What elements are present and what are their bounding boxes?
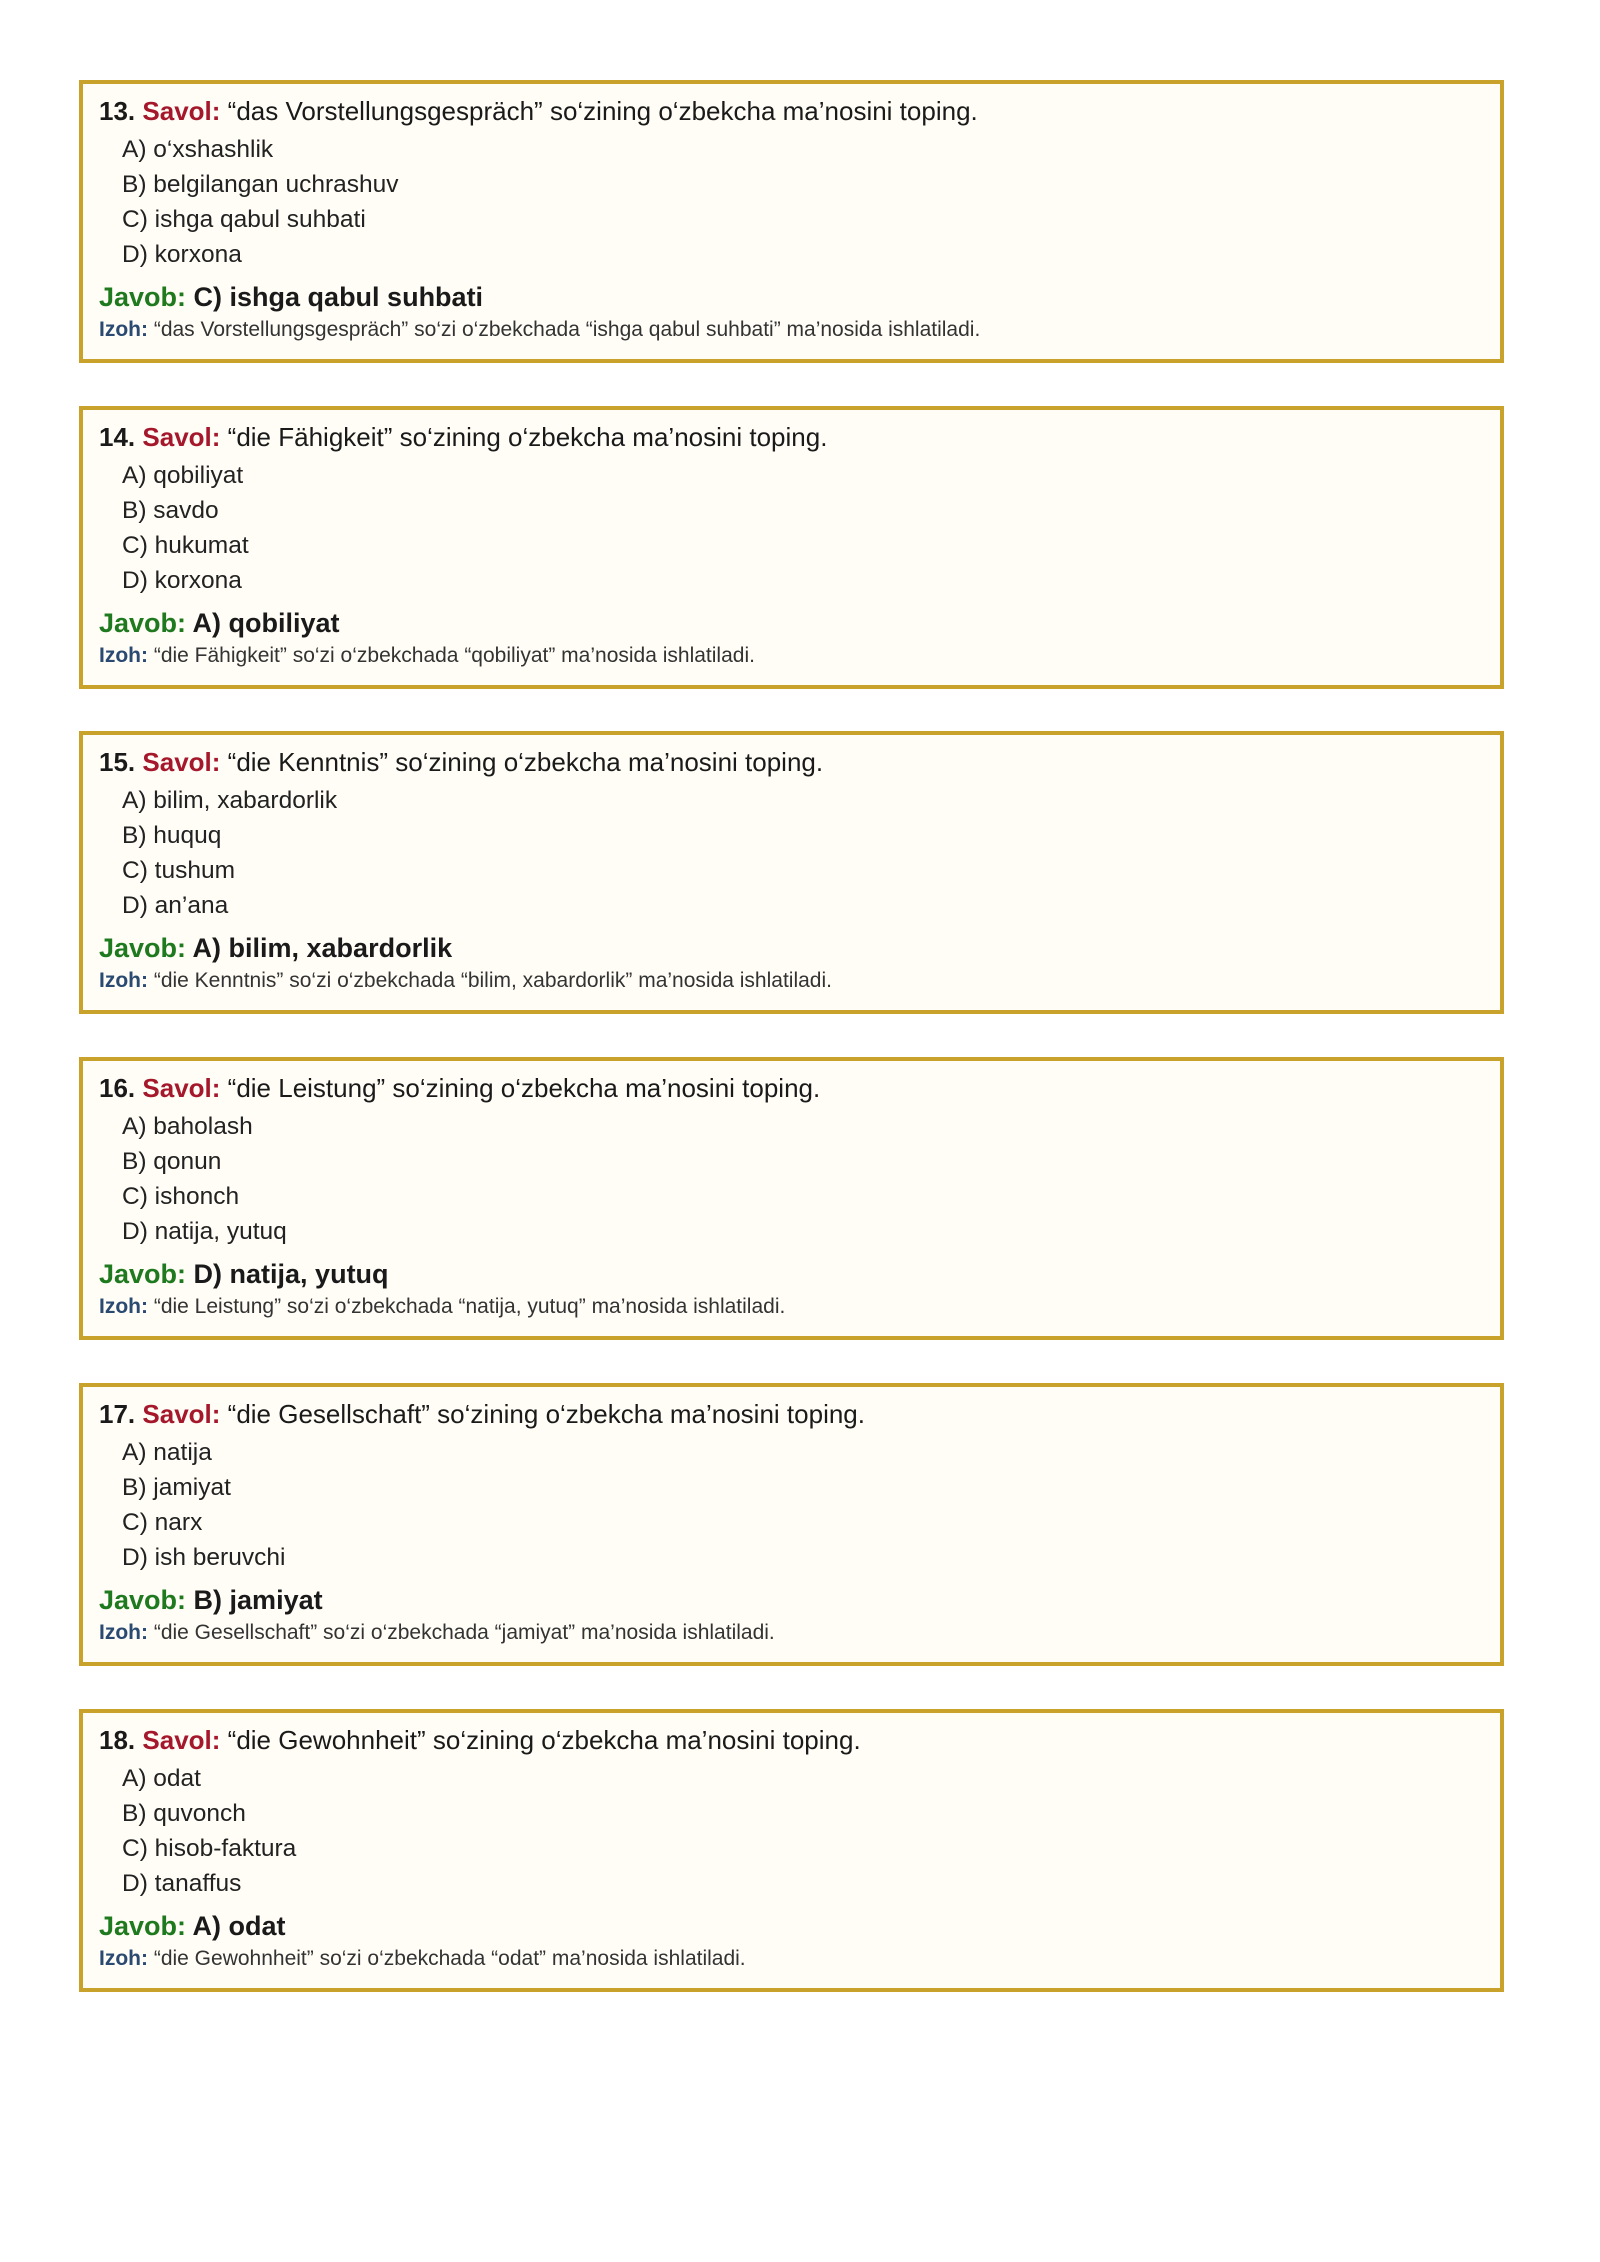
options-list [122, 458, 1484, 598]
option-d: D) tanaffus [122, 1870, 242, 1897]
question-prompt: “die Fähigkeit” so‘zining o‘zbekcha ma’nosini toping. [227, 422, 828, 452]
option-b: B) savdo [122, 497, 219, 524]
explanation-text: “die Gesellschaft” so‘zi o‘zbekchada “jamiyat” ma’nosida ishlatiladi. [153, 1621, 775, 1644]
question-prompt: “die Kenntnis” so‘zining o‘zbekcha ma’nosini toping. [227, 747, 824, 777]
javob-label: Javob: [99, 933, 187, 963]
javob-label: Javob: [99, 1911, 187, 1941]
answer-text: A) qobiliyat [192, 608, 340, 638]
question-card [79, 731, 1504, 1014]
savol-label: Savol: [142, 422, 221, 452]
answer-line [99, 279, 1484, 315]
answer-line [99, 605, 1484, 641]
option-c: C) tushum [122, 857, 236, 884]
option-a: A) baholash [122, 1113, 253, 1140]
explanation-line [99, 1944, 1484, 1974]
question-card [79, 406, 1504, 689]
options-list [122, 1109, 1484, 1249]
question-title [99, 94, 1484, 128]
question-card [79, 1709, 1504, 1992]
option-a: A) bilim, xabardorlik [122, 787, 338, 814]
options-list [122, 1761, 1484, 1901]
question-title [99, 1397, 1484, 1431]
savol-label: Savol: [142, 1073, 221, 1103]
savol-label: Savol: [142, 96, 221, 126]
option-b: B) belgilangan uchrashuv [122, 171, 399, 198]
option-b: B) quvonch [122, 1800, 246, 1827]
izoh-label: Izoh: [99, 1295, 148, 1318]
izoh-label: Izoh: [99, 1947, 148, 1970]
izoh-label: Izoh: [99, 969, 148, 992]
question-number: 18. [99, 1725, 136, 1755]
question-number: 14. [99, 422, 136, 452]
option-b: B) qonun [122, 1148, 222, 1175]
answer-text: A) bilim, xabardorlik [192, 933, 453, 963]
savol-label: Savol: [142, 1399, 221, 1429]
answer-line [99, 1908, 1484, 1944]
option-b: B) huquq [122, 822, 222, 849]
option-d: D) natija, yutuq [122, 1218, 287, 1245]
explanation-text: “das Vorstellungsgespräch” so‘zi o‘zbekchada “ishga qabul suhbati” ma’nosida ishlatiladi. [153, 318, 981, 341]
options-list [122, 132, 1484, 272]
option-a: A) natija [122, 1439, 212, 1466]
question-prompt: “das Vorstellungsgespräch” so‘zining o‘zbekcha ma’nosini toping. [227, 96, 978, 126]
question-title [99, 745, 1484, 779]
explanation-line [99, 1292, 1484, 1322]
answer-text: C) ishga qabul suhbati [193, 282, 484, 312]
option-c: C) hukumat [122, 532, 249, 559]
izoh-label: Izoh: [99, 318, 148, 341]
option-a: A) odat [122, 1765, 201, 1792]
option-b: B) jamiyat [122, 1474, 231, 1501]
explanation-text: “die Kenntnis” so‘zi o‘zbekchada “bilim, xabardorlik” ma’nosida ishlatiladi. [153, 969, 832, 992]
savol-label: Savol: [142, 747, 221, 777]
answer-text: D) natija, yutuq [193, 1259, 389, 1289]
option-c: C) ishonch [122, 1183, 240, 1210]
question-title [99, 1723, 1484, 1757]
question-card [79, 1383, 1504, 1666]
javob-label: Javob: [99, 1585, 187, 1615]
explanation-text: “die Fähigkeit” so‘zi o‘zbekchada “qobiliyat” ma’nosida ishlatiladi. [153, 644, 755, 667]
answer-line [99, 1256, 1484, 1292]
question-card [79, 1057, 1504, 1340]
option-d: D) korxona [122, 241, 242, 268]
option-c: C) ishga qabul suhbati [122, 206, 366, 233]
izoh-label: Izoh: [99, 1621, 148, 1644]
explanation-text: “die Leistung” so‘zi o‘zbekchada “natija, yutuq” ma’nosida ishlatiladi. [153, 1295, 786, 1318]
explanation-line [99, 315, 1484, 345]
explanation-line [99, 641, 1484, 671]
question-number: 13. [99, 96, 136, 126]
javob-label: Javob: [99, 1259, 187, 1289]
question-number: 16. [99, 1073, 136, 1103]
options-list [122, 1435, 1484, 1575]
answer-line [99, 930, 1484, 966]
options-list [122, 783, 1484, 923]
question-title [99, 420, 1484, 454]
option-d: D) an’ana [122, 892, 229, 919]
izoh-label: Izoh: [99, 644, 148, 667]
answer-text: B) jamiyat [193, 1585, 323, 1615]
question-title [99, 1071, 1484, 1105]
question-prompt: “die Leistung” so‘zining o‘zbekcha ma’nosini toping. [227, 1073, 821, 1103]
option-d: D) korxona [122, 567, 242, 594]
javob-label: Javob: [99, 608, 187, 638]
option-c: C) narx [122, 1509, 203, 1536]
explanation-line [99, 966, 1484, 996]
question-card [79, 80, 1504, 363]
answer-line [99, 1582, 1484, 1618]
option-d: D) ish beruvchi [122, 1544, 286, 1571]
question-prompt: “die Gewohnheit” so‘zining o‘zbekcha ma’nosini toping. [227, 1725, 861, 1755]
explanation-text: “die Gewohnheit” so‘zi o‘zbekchada “odat” ma’nosida ishlatiladi. [153, 1947, 746, 1970]
explanation-line [99, 1618, 1484, 1648]
option-a: A) qobiliyat [122, 462, 244, 489]
question-number: 17. [99, 1399, 136, 1429]
question-number: 15. [99, 747, 136, 777]
javob-label: Javob: [99, 282, 187, 312]
option-c: C) hisob-faktura [122, 1835, 297, 1862]
option-a: A) o‘xshashlik [122, 136, 274, 163]
savol-label: Savol: [142, 1725, 221, 1755]
answer-text: A) odat [192, 1911, 286, 1941]
question-prompt: “die Gesellschaft” so‘zining o‘zbekcha ma’nosini toping. [227, 1399, 865, 1429]
